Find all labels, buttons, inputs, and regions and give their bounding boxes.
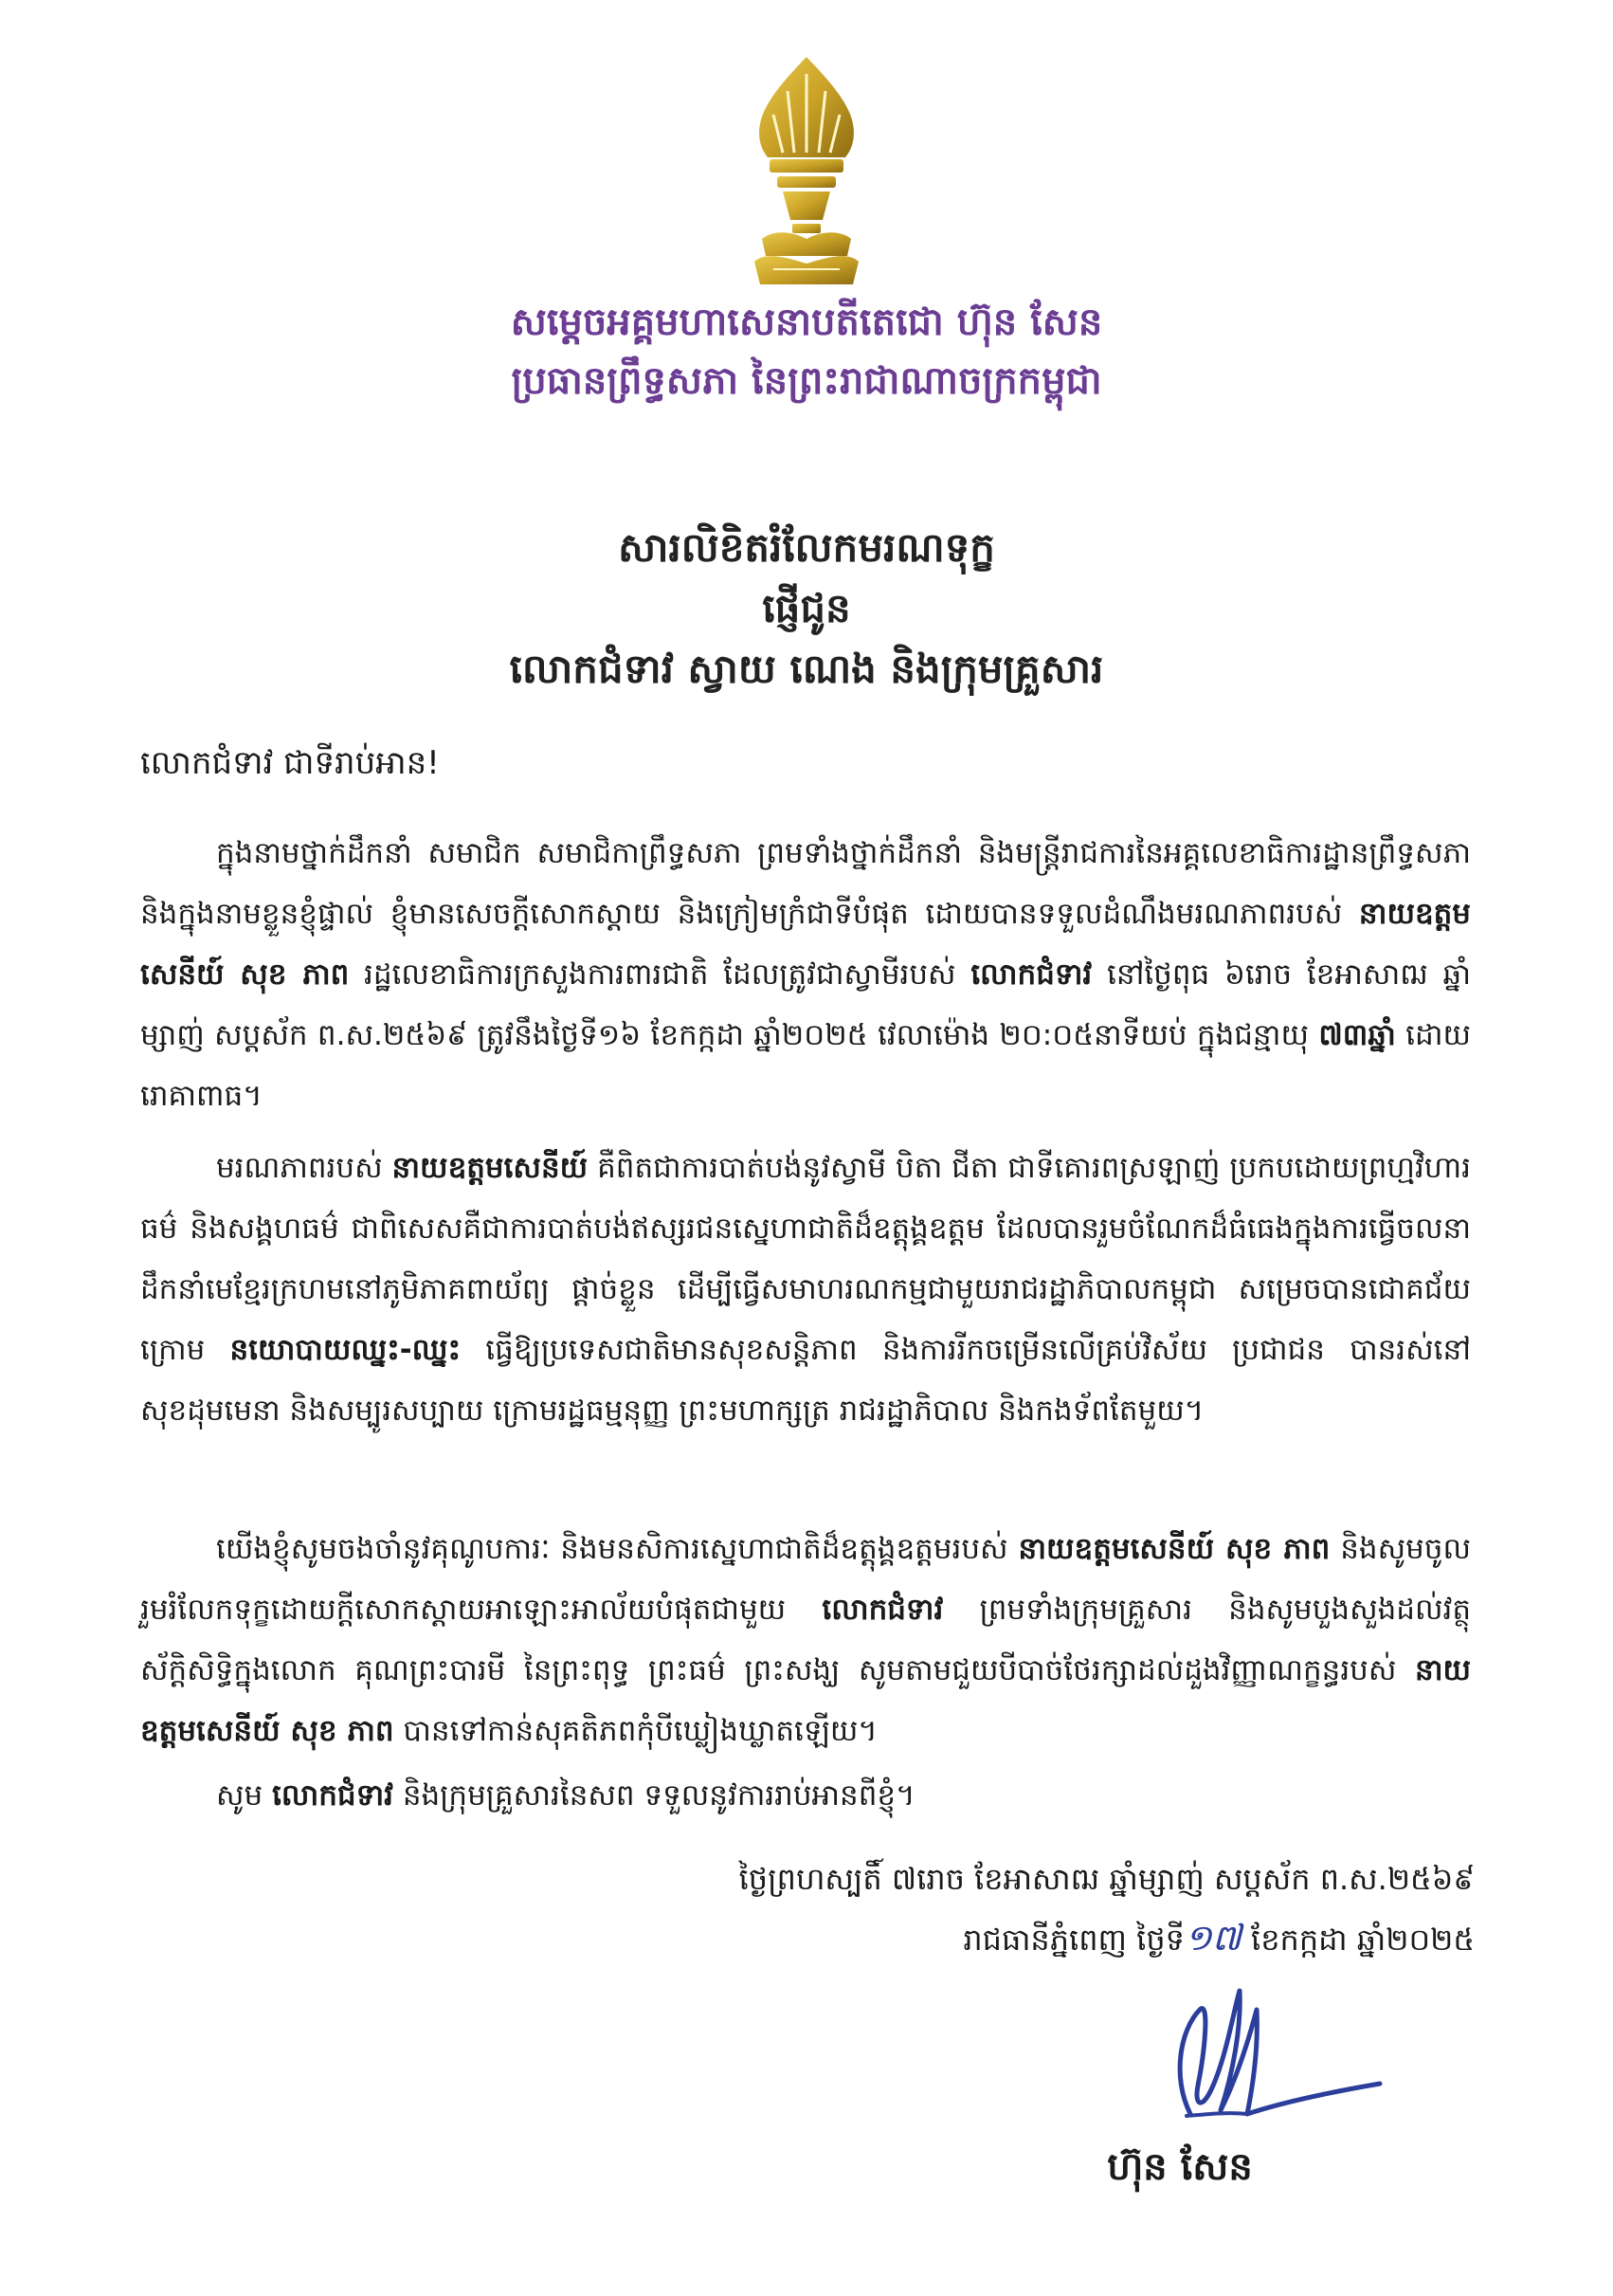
letter-recipient: លោកជំទាវ ស្វាយ ណេង និងក្រុមគ្រួសារ xyxy=(509,646,1104,692)
body-paragraph-2: មរណភាពរបស់ នាយឧត្តមសេនីយ៍ គឺពិតជាការបាត់បង់នូវស្វាមី បិតា ជីតា ជាទីគោរពស្រឡាញ់ ប្រកបដោយព្រហ្មវិហារធម៌ និងសង្គហធម៌ ជាពិសេសគឺជាការបាត់បង់ឥស្សរជនស្នេហាជាតិដ៏ឧត្តុង្គឧត្តម ដែលបានរួមចំណែកដ៏ធំធេងក្នុងការធ្វើចលនាដឹកនាំមេខ្មែរក្រហមនៅភូមិភាគពាយ័ព្យ ផ្តាច់ខ្លួន ដើម្បីធ្វើសមាហរណកម្មជាមួយរាជរដ្ឋាភិបាលកម្ពុជា សម្រេចបានជោគជ័យក្រោម នយោបាយឈ្នះ-ឈ្នះ ធ្វើឱ្យប្រទេសជាតិមានសុខសន្តិភាព និងការរីកចម្រើនលើគ្រប់វិស័យ ប្រជាជន បានរស់នៅសុខដុមមេនា និងសម្បូរសប្បាយ ក្រោមរដ្ឋធម្មនុញ្ញ ព្រះមហាក្សត្រ រាជរដ្ឋាភិបាល និងកងទ័ពតែមួយ។ xyxy=(140,1151,1471,1428)
office-subtitle: ប្រធានព្រឹទ្ធសភា នៃព្រះរាជាណាចក្រកម្ពុជា xyxy=(511,359,1102,403)
handwritten-day: ១៧ xyxy=(1184,1917,1241,1959)
signer-name: ហ៊ុន សែន xyxy=(1107,2145,1253,2189)
lunar-date: ថ្ងៃព្រហស្បតិ៍ ៧រោច ខែអាសាឍ ឆ្នាំម្សាញ់ សប្តស័ក ព.ស.២៥៦៩ xyxy=(738,1861,1475,1897)
body-paragraph-3: យើងខ្ញុំសូមចងចាំនូវគុណូបការៈ និងមនសិការស្នេហាជាតិដ៏ឧត្តុង្គឧត្តមរបស់ នាយឧត្តមសេនីយ៍ សុខ ភាព និងសូមចូលរួមរំលែកទុក្ខដោយក្តីសោកស្តាយអាឡោះអាល័យបំផុតជាមួយ លោកជំទាវ ព្រមទាំងក្រុមគ្រួសារ និងសូមបួងសួងដល់វត្ថុស័ក្តិសិទ្ធិក្នុងលោក គុណព្រះបារមី នៃព្រះពុទ្ធ ព្រះធម៌ ព្រះសង្ឃ សូមតាមជួយបីបាច់ថែរក្សាដល់ដួងវិញ្ញាណក្ខន្ធរបស់ នាយឧត្តមសេនីយ៍ សុខ ភាព បានទៅកាន់សុគតិភពកុំបីឃ្លៀងឃ្លាតឡើយ។ xyxy=(140,1532,1471,1748)
body-paragraph-4: សូម លោកជំទាវ និងក្រុមគ្រួសារនៃសព ទទួលនូវការរាប់អានពីខ្ញុំ។ xyxy=(216,1778,915,1813)
letter-addressed-to: ផ្ញើជូន xyxy=(762,585,851,631)
salutation: លោកជំទាវ ជាទីរាប់អាន! xyxy=(140,744,440,782)
office-title: សម្តេចអគ្គមហាសេនាបតីតេជោ ហ៊ុន សែន xyxy=(510,301,1103,344)
handwritten-signature xyxy=(1115,1972,1399,2133)
solar-date: រាជធានីភ្នំពេញ ថ្ងៃទី១៧ ខែកក្កដា ឆ្នាំ២០២៥ xyxy=(963,1917,1475,1959)
senate-emblem xyxy=(735,53,878,290)
letter-title: សារលិខិតរំលែកមរណទុក្ខ xyxy=(618,524,995,571)
body-paragraph-1: ក្នុងនាមថ្នាក់ដឹកនាំ សមាជិក សមាជិកាព្រឹទ្ធសភា ព្រមទាំងថ្នាក់ដឹកនាំ និងមន្ត្រីរាជការនៃអគ្គលេខាធិការដ្ឋានព្រឹទ្ធសភា និងក្នុងនាមខ្លួនខ្ញុំផ្ទាល់ ខ្ញុំមានសេចក្តីសោកស្តាយ និងក្រៀមក្រំជាទីបំផុត ដោយបានទទួលដំណឹងមរណភាពរបស់ នាយឧត្តមសេនីយ៍ សុខ ភាព រដ្ឋលេខាធិការក្រសួងការពារជាតិ ដែលត្រូវជាស្វាមីរបស់ លោកជំទាវ នៅថ្ងៃពុធ ៦រោច ខែអាសាឍ ឆ្នាំម្សាញ់ សប្តស័ក ព.ស.២៥៦៩ ត្រូវនឹងថ្ងៃទី១៦ ខែកក្កដា ឆ្នាំ២០២៥ វេលាម៉ោង ២០:០៥នាទីយប់ ក្នុងជន្មាយុ ៧៣ឆ្នាំ ដោយរោគាពាធ។ xyxy=(140,836,1471,1113)
